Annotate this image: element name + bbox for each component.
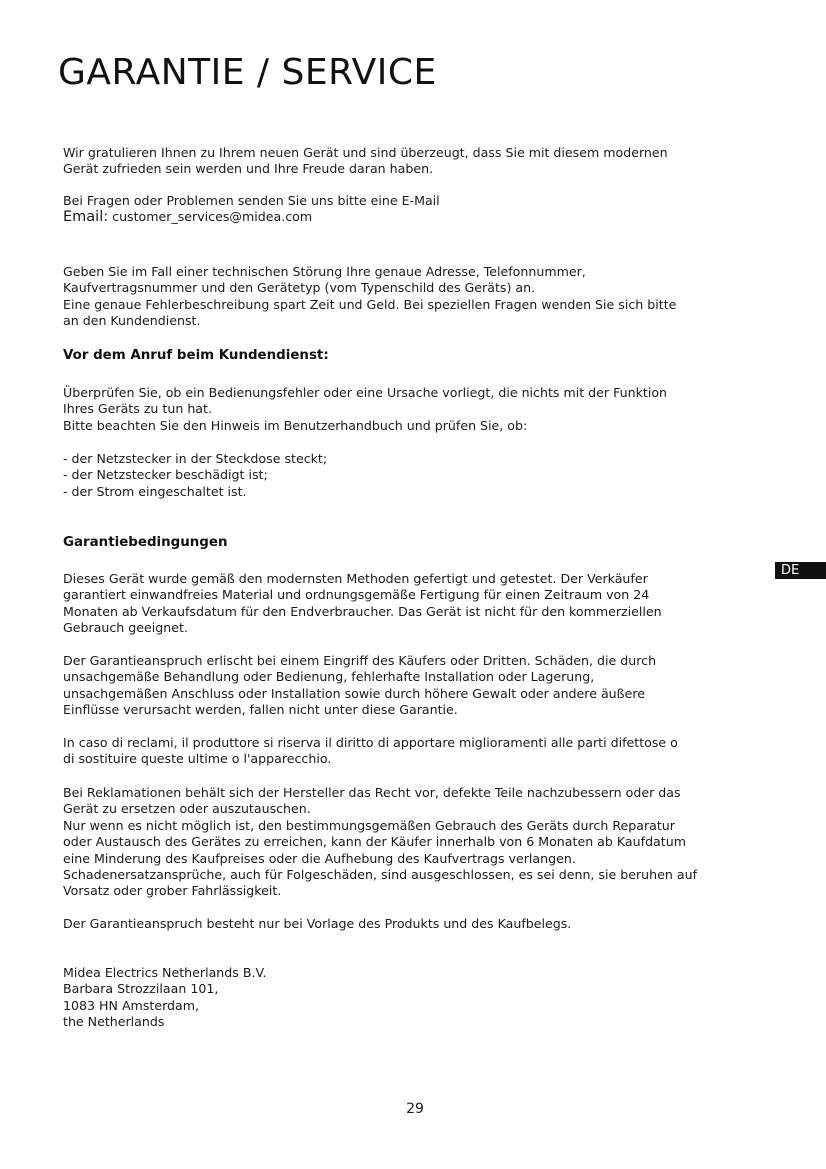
before-call-paragraph — [63, 385, 763, 434]
page-title: GARANTIE / SERVICE — [58, 52, 437, 93]
contact-block — [63, 193, 763, 226]
warranty-line: Nur wenn es nicht möglich ist, den bestimmungsgemäßen Gebrauch des Geräts durch Reparatur — [63, 817, 675, 833]
warranty-line: unsachgemäßen Anschluss oder Installation sowie durch höhere Gewalt oder andere äußere — [63, 685, 645, 701]
warranty-line: Bei Reklamationen behält sich der Hersteller das Recht vor, defekte Teile nachzubessern oder das — [63, 785, 681, 800]
email-address[interactable]: customer_services@midea.com — [112, 209, 313, 225]
company-address — [63, 965, 763, 1031]
address-line: Midea Electrics Netherlands B.V. — [63, 965, 267, 980]
warranty-line: Gerät zu ersetzen oder auszutauschen. — [63, 801, 311, 817]
email-row — [63, 209, 763, 225]
address-line: 1083 HN Amsterdam, — [63, 997, 200, 1013]
warranty-line: Gebrauch geeignet. — [63, 620, 188, 636]
warranty-line: unsachgemäße Behandlung oder Bedienung, fehlerhafte Installation oder Lagerung, — [63, 669, 595, 685]
warranty-line: di sostituire queste ultime o l'apparecchio. — [63, 751, 332, 767]
warranty-line: Einflüsse verursacht werden, fallen nicht unter diese Garantie. — [63, 702, 458, 718]
before-call-line: Überprüfen Sie, ob ein Bedienungsfehler oder eine Ursache vorliegt, die nichts mit der Funktion — [63, 385, 668, 400]
page-number: 29 — [406, 1101, 424, 1117]
intro-paragraph — [63, 145, 763, 178]
contact-question: Bei Fragen oder Problemen senden Sie uns bitte eine E-Mail — [63, 193, 440, 208]
address-line: the Netherlands — [63, 1014, 165, 1030]
warranty-line: eine Minderung des Kaufpreises oder die Aufhebung des Kaufvertrags verlangen. — [63, 850, 576, 866]
fault-info-paragraph — [63, 264, 763, 330]
warranty-line: In caso di reclami, il produttore si riserva il diritto di apportare miglioramenti alle parti difettose o — [63, 735, 678, 750]
checklist — [63, 451, 763, 500]
intro-line: Gerät zufrieden sein werden und Ihre Freude daran haben. — [63, 161, 434, 177]
warranty-line: Der Garantieanspruch besteht nur bei Vorlage des Produkts und des Kaufbelegs. — [63, 916, 572, 931]
warranty-paragraph-5 — [63, 916, 763, 932]
warranty-paragraph-3 — [63, 735, 763, 768]
before-call-line: Bitte beachten Sie den Hinweis im Benutzerhandbuch und prüfen Sie, ob: — [63, 417, 528, 433]
checklist-item: - der Netzstecker beschädigt ist; — [63, 467, 268, 483]
fault-info-line: Eine genaue Fehlerbeschreibung spart Zeit und Geld. Bei speziellen Fragen wenden Sie sich bitte — [63, 296, 677, 312]
checklist-item: - der Strom eingeschaltet ist. — [63, 483, 247, 499]
before-call-heading: Vor dem Anruf beim Kundendienst: — [63, 348, 329, 363]
language-tab: DE — [775, 562, 826, 579]
checklist-item: - der Netzstecker in der Steckdose steckt; — [63, 451, 328, 466]
warranty-heading: Garantiebedingungen — [63, 535, 228, 550]
fault-info-line: Geben Sie im Fall einer technischen Störung Ihre genaue Adresse, Telefonnummer, — [63, 264, 586, 279]
fault-info-line: an den Kundendienst. — [63, 313, 201, 329]
intro-line: Wir gratulieren Ihnen zu Ihrem neuen Gerät und sind überzeugt, dass Sie mit diesem modernen — [63, 145, 668, 160]
warranty-paragraph-1 — [63, 571, 763, 637]
warranty-paragraph-4 — [63, 785, 763, 900]
fault-info-line: Kaufvertragsnummer und den Gerätetyp (vom Typenschild des Geräts) an. — [63, 280, 536, 296]
before-call-line: Ihres Geräts zu tun hat. — [63, 401, 212, 417]
warranty-line: Der Garantieanspruch erlischt bei einem Eingriff des Käufers oder Dritten. Schäden, die durch — [63, 653, 657, 668]
warranty-line: Vorsatz oder grober Fahrlässigkeit. — [63, 883, 282, 899]
warranty-line: garantiert einwandfreies Material und ordnungsgemäße Fertigung für einen Zeitraum von 24 — [63, 587, 650, 603]
warranty-line: Dieses Gerät wurde gemäß den modernsten Methoden gefertigt und getestet. Der Verkäufer — [63, 571, 648, 586]
warranty-line: oder Austausch des Gerätes zu erreichen, kann der Käufer innerhalb von 6 Monaten ab Kaufdatum — [63, 834, 686, 850]
warranty-line: Schadenersatzansprüche, auch für Folgeschäden, sind ausgeschlossen, es sei denn, sie beruhen auf — [63, 867, 697, 883]
warranty-paragraph-2 — [63, 653, 763, 719]
address-line: Barbara Strozzilaan 101, — [63, 981, 219, 997]
warranty-line: Monaten ab Verkaufsdatum für den Endverbraucher. Das Gerät ist nicht für den kommerziellen — [63, 603, 662, 619]
email-label: Email: — [63, 209, 109, 226]
